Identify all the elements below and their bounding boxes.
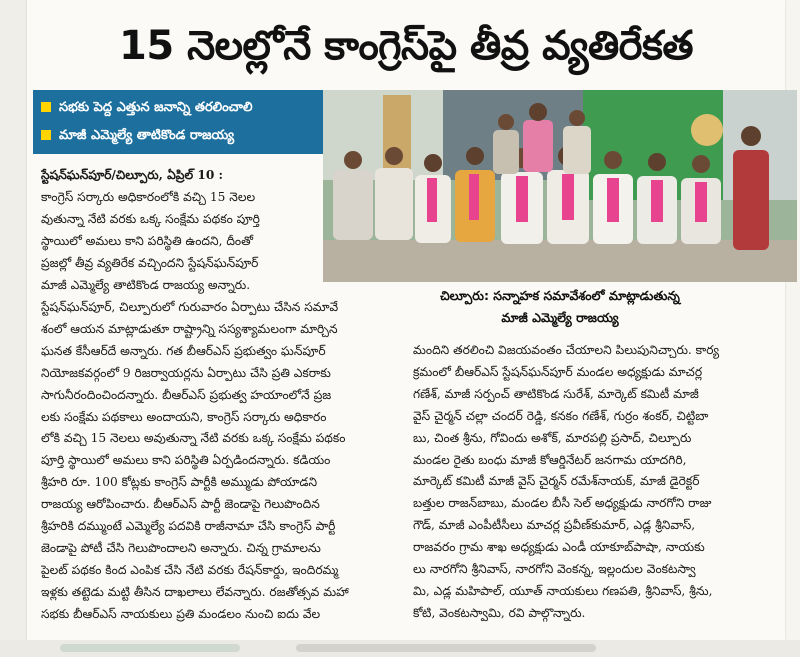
text-line: లకు సంక్షేమ పథకాలు అందాయని, కాంగ్రెస్ సర్కారు అధికారం	[41, 409, 327, 424]
text-line: శ్రీహరికి దమ్ముంటే ఎమ్మెల్యే పదవికి రాజీనామా చేసి కాంగ్రెస్ పార్టీ	[41, 519, 336, 534]
text-line: శంలో ఆయన మాట్లాడుతూ రాష్ట్రాన్ని సస్యశ్యామలంగా మార్చిన	[41, 321, 338, 336]
text-line: మందిని తరలించి విజయవంతం చేయాలని పిలుపునిచ్చారు. కార్య	[413, 343, 720, 357]
text-line: వుతున్నా నేటి వరకు ఒక్క సంక్షేమ పథకం పూర్తి	[41, 211, 260, 226]
next-page-strip	[0, 640, 800, 657]
subhead-1	[41, 96, 321, 120]
text-line: గౌడ్, మాజీ ఎంపీటీసీలు మాచర్ల ప్రవీణ్‌కుమార్, ఎడ్ల శ్రీనివాస్,	[413, 518, 696, 533]
text-line: నియోజకవర్గంలో 9 రిజర్వాయర్లను ఏర్పాటు చేసి ప్రతి ఎకరాకు	[41, 365, 331, 380]
text-line: రాజయ్య ఆరోపించారు. బీఆర్ఎస్ పార్టీ జెండాపై గెలుపొందిన	[41, 497, 320, 512]
text-line: బు, చింత శ్రీను, గోవిందు అశోక్, మారపల్లి ప్రసాద్, చిల్పూరు	[413, 430, 692, 445]
next-page-fragment	[60, 644, 240, 652]
text-line: జెండాపై పోటీ చేసి గెలుపొందాలని అన్నారు. చిన్న గ్రామాలను	[41, 540, 321, 555]
text-line: బత్తుల రాజన్‌బాబు, మండల బీసీ సెల్ అధ్యక్షుడు నారగోని రాజు	[413, 496, 712, 511]
text-line: రాజవరం గ్రామ శాఖ అధ్యక్షుడు ఎండీ యాకూబ్‌పాషా, నాయకు	[413, 540, 705, 555]
article-column-right	[413, 340, 797, 630]
caption-line: మాజీ ఎమ్మెల్యే రాజయ్య	[501, 310, 619, 325]
text-line: మండల రైతు బంధు మాజీ కోఆర్డినేటర్ జనగామ యాదగిరి,	[413, 452, 687, 467]
text-line: ఇళ్లకు తట్టెడు మట్టి తీసిన దాఖలాలు లేవన్నారు. రజతోత్సవ మహా	[41, 584, 349, 599]
adjacent-page-edge	[0, 0, 27, 640]
text-line: స్టేషన్‌ఘన్‌పూర్, చిల్పూరులో గురువారం ఏర్పాటు చేసిన సమావే	[41, 300, 339, 314]
text-line: లు నారగోని శ్రీనివాస్, నారగోని వెంకన్న, ఇల్లందుల వెంకటస్వా	[413, 562, 696, 577]
article-column-left-top	[41, 165, 321, 295]
text-line: పూర్తి స్థాయిలో అమలు కాని పరిస్థితి ఏర్పడిందన్నారు. కడియం	[41, 453, 331, 468]
subhead-text: సభకు పెద్ద ఎత్తున జనాన్ని తరలించాలి	[59, 100, 253, 115]
subhead-band	[33, 90, 325, 154]
text-line: గణేశ్, మాజీ సర్పంచ్ తాటికొండ సురేశ్, మార్కెట్ కమిటీ మాజీ	[413, 386, 699, 401]
bullet-icon	[41, 102, 51, 112]
text-line: పైలట్ పథకం కింద ఎంపిక చేసి నేటి వరకు రేషన్‌కార్డు, ఇందిరమ్మ	[41, 562, 339, 577]
text-line: స్థాయిలో అమలు కాని పరిస్థితి ఉందని, దీంతో	[41, 233, 253, 248]
text-line: సభకు బీఆర్ఎస్ నాయకులు ప్రతి మండలం నుంచి ఐదు వేల	[41, 606, 321, 621]
text-line: కాంగ్రెస్ సర్కారు అధికారంలోకి వచ్చి 15 నెలల	[41, 189, 256, 204]
article-column-left	[41, 297, 421, 627]
text-line: మి, ఎడ్ల మహిపాల్, యూత్ నాయకులు గణపతి, శ్రీనివాస్, శ్రీను,	[413, 583, 713, 598]
news-photo	[323, 90, 797, 282]
text-line: శ్రీహరి రూ. 100 కోట్లకు కాంగ్రెస్ పార్టీకి అమ్ముడు పోయాడని	[41, 475, 318, 490]
text-line: మార్కెట్ కమిటీ మాజీ వైస్ చైర్మన్ రమేశ్‌నాయక్, మాజీ డైరెక్టర్	[413, 474, 700, 489]
text-line: కోటి, వెంకటస్వామి, రవి పాల్గొన్నారు.	[413, 605, 586, 620]
next-page-fragment	[296, 644, 596, 652]
bullet-icon	[41, 130, 51, 140]
text-line: ఘనత కేసీఆర్‌దే అన్నారు. గత బీఆర్ఎస్ ప్రభుత్వం ఘన్‌పూర్	[41, 343, 326, 358]
subhead-2	[41, 124, 321, 148]
subhead-text: మాజీ ఎమ్మెల్యే తాటికొండ రాజయ్య	[59, 128, 235, 143]
text-line: ప్రజల్లో తీవ్ర వ్యతిరేక వచ్చిందని స్టేషన్‌ఘన్‌పూర్	[41, 255, 259, 270]
text-line: సాగునీరందించిందన్నారు. బీఆర్ఎస్ ప్రభుత్వ హయాంలోనే ప్రజ	[41, 387, 332, 402]
news-clipping	[27, 0, 785, 640]
text-line: వైస్ చైర్మన్ చల్లా చందర్ రెడ్డి, కనకం గణేశ్, గుర్రం శంకర్, చిట్టిబా	[413, 408, 709, 423]
caption-line: చిల్పూరు: సన్నాహక సమావేశంలో మాట్లాడుతున్న	[440, 288, 680, 303]
text-line: లోకి వచ్చి 15 నెలలు అవుతున్నా నేటి వరకు ఒక్క సంక్షేమ పథకం	[41, 431, 346, 446]
dateline: స్టేషన్‌ఘన్‌పూర్/చిల్పూరు, ఏప్రిల్ 10 :	[41, 168, 224, 182]
text-line: మాజీ ఎమ్మెల్యే తాటికొండ రాజయ్య అన్నారు.	[41, 277, 251, 292]
text-line: క్రమంలో బీఆర్ఎస్ స్టేషన్‌ఘన్‌పూర్ మండల అధ్యక్షుడు మాచర్ల	[413, 364, 703, 379]
headline: 15 నెలల్లోనే కాంగ్రెస్‌పై తీవ్ర వ్యతిరేకత	[119, 23, 693, 69]
